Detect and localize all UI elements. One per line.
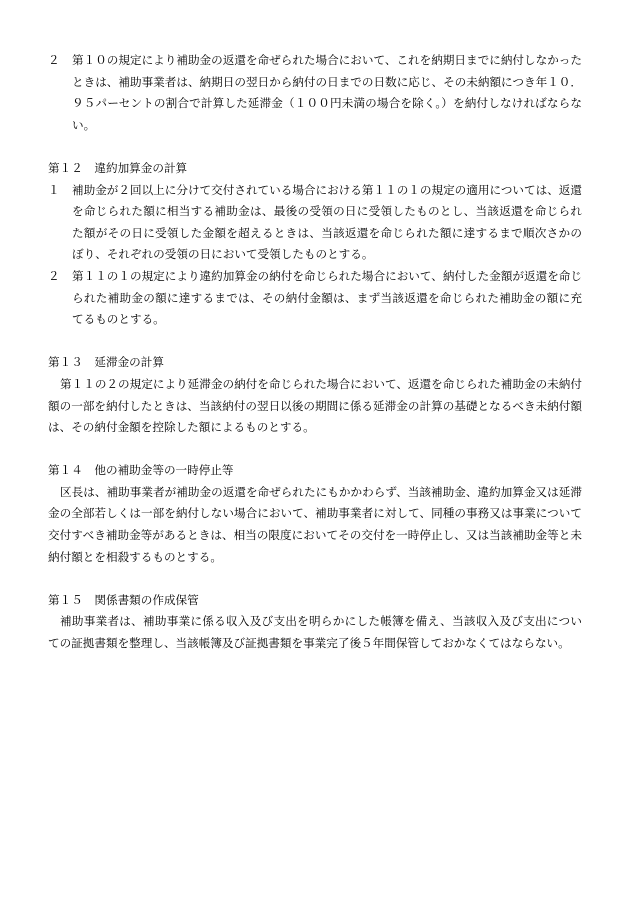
- section-heading: 第１４ 他の補助金等の一時停止等: [48, 463, 234, 478]
- section-13: [48, 352, 582, 438]
- section-heading: 第１３ 延滞金の計算: [48, 355, 164, 370]
- section-body: 補助事業者は、補助事業に係る収入及び支出を明らかにした帳簿を備え、当該収入及び支出についての証拠書類を整理し、当該帳簿及び証拠書類を事業完了後５年間保管しておかなくてはならない。: [48, 614, 582, 651]
- section-12-item-1: [48, 180, 582, 266]
- item-text: 第１１の１の規定により違約加算金の納付を命じられた場合において、納付した金額が返還を命じられた補助金の額に達するまでは、その納付金額は、まず当該返還を命じられた補助金の額に充てるものとする。: [72, 268, 582, 327]
- section-15: [48, 590, 582, 655]
- section-body: 区長は、補助事業者が補助金の返還を命ぜられたにもかかわらず、当該補助金、違約加算金又は延滞金の全部若しくは一部を納付しない場合において、補助事業者に対して、同種の事務又は事業について交付すべき補助金等があるときは、相当の限度においてその交付を一時停止し、又は当該補助金等と未納付額とを相殺するものとする。: [48, 484, 582, 564]
- section-12-item-2: [48, 266, 582, 331]
- intro-item-2: [48, 50, 582, 136]
- section-heading: 第１５ 関係書類の作成保管: [48, 592, 199, 607]
- section-heading: 第１２ 違約加算金の計算: [48, 160, 188, 175]
- item-number: ２: [48, 268, 60, 283]
- section-14: [48, 460, 582, 568]
- item-number: １: [48, 182, 60, 197]
- item-text: 補助金が２回以上に分けて交付されている場合における第１１の１の規定の適用については、返還を命じられた額に相当する補助金は、最後の受領の日に受領したものとし、当該返還を命じられた額がその日に受領した金額を超えるときは、当該返還を命じられた額に達するまで順次さかのぼり、それぞれの受領の日において受領したものとする。: [72, 182, 582, 262]
- section-body: 第１１の２の規定により延滞金の納付を命じられた場合において、返還を命じられた補助金の未納付額の一部を納付したときは、当該納付の翌日以後の期間に係る延滞金の計算の基礎となるべき未納付額は、その納付金額を控除した額によるものとする。: [48, 376, 582, 435]
- item-text: 第１０の規定により補助金の返還を命ぜられた場合において、これを納期日までに納付しなかったときは、補助事業者は、納期日の翌日から納付の日までの日数に応じ、その未納額につき年１０．９５パーセントの割合で計算した延滞金（１００円未満の場合を除く。）を納付しなければならない。: [72, 53, 582, 132]
- section-12: [48, 158, 582, 331]
- item-number: ２: [48, 53, 60, 67]
